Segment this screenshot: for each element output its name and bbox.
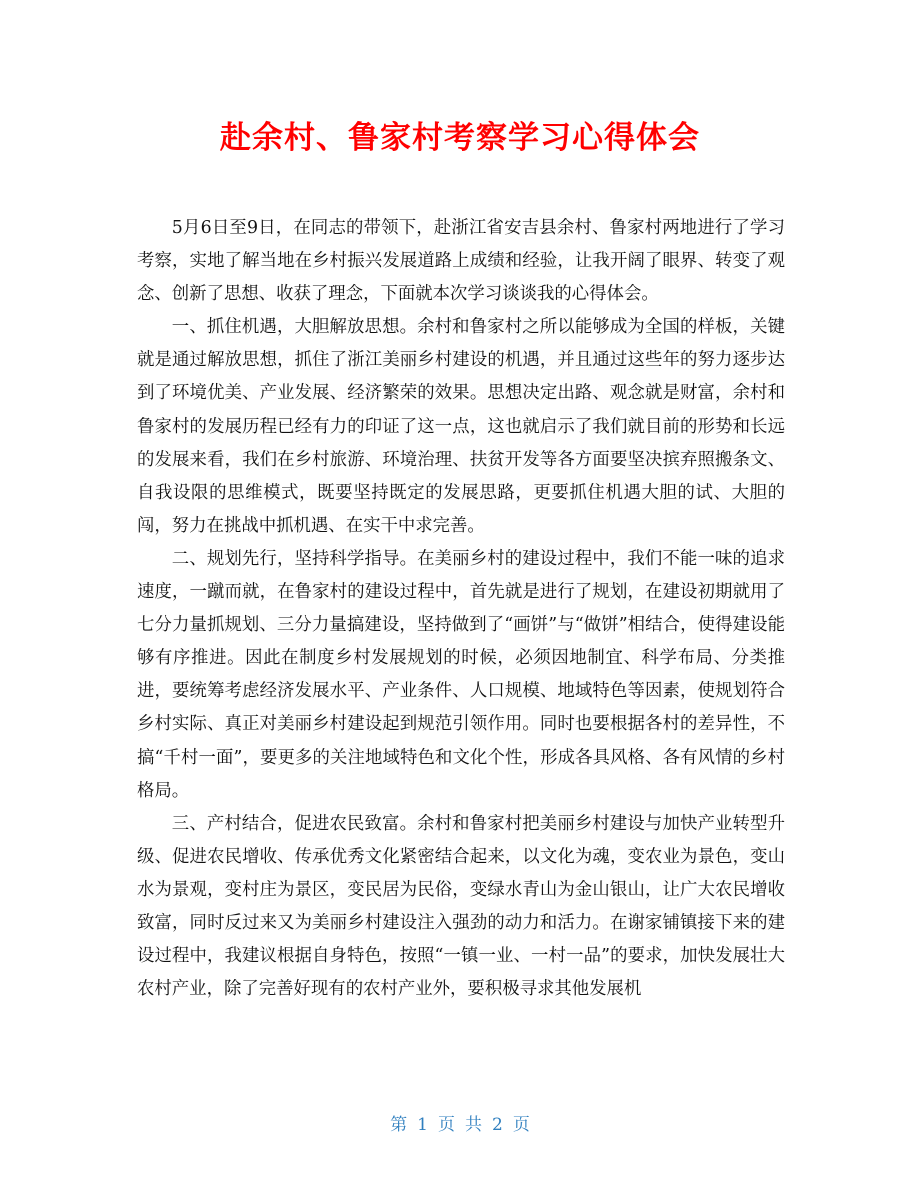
paragraph-section-2: 二、规划先行，坚持科学指导。在美丽乡村的建设过程中，我们不能一味的追求速度，一蹴而就，在鲁家村的建设过程中，首先就是进行了规划，在建设初期就用了七分力量抓规划、三分力量搞建设，坚持做到了“画饼”与“做饼”相结合，使得建设能够有序推进。因此在制度乡村发展规划的时候，必须因地制宜、科学布局、分类推进，要统筹考虑经济发展水平、产业条件、人口规模、地域特色等因素，使规划符合乡村实际、真正对美丽乡村建设起到规范引领作用。同时也要根据各村的差异性，不搞“千村一面”，要更多的关注地域特色和文化个性，形成各具风格、各有风情的乡村格局。 (137, 548, 785, 801)
total-pages-number: 2 (492, 1115, 503, 1135)
document-body (137, 212, 785, 1006)
paragraph-intro: 5月6日至9日，在同志的带领下，赴浙江省安吉县余村、鲁家村两地进行了学习考察，实地了解当地在乡村振兴发展道路上成绩和经验，让我开阔了眼界、转变了观念、创新了思想、收获了理念，下面就本次学习谈谈我的心得体会。 (137, 218, 785, 305)
current-page-number: 1 (417, 1115, 428, 1135)
page-label-unit-2: 页 (512, 1115, 530, 1135)
paragraph-section-3: 三、产村结合，促进农民致富。余村和鲁家村把美丽乡村建设与加快产业转型升级、促进农民增收、传承优秀文化紧密结合起来，以文化为魂，变农业为景色，变山水为景观，变村庄为景区，变民居为民俗，变绿水青山为金山银山，让广大农民增收致富，同时反过来又为美丽乡村建设注入强劲的动力和活力。在谢家铺镇接下来的建设过程中，我建议根据自身特色，按照“一镇一业、一村一品”的要求，加快发展壮大农村产业，除了完善好现有的农村产业外，要积极寻求其他发展机 (137, 813, 785, 1000)
page-footer (0, 1112, 920, 1138)
total-label: 共 (465, 1115, 482, 1135)
paragraph-section-1: 一、抓住机遇，大胆解放思想。余村和鲁家村之所以能够成为全国的样板，关键就是通过解放思想，抓住了浙江美丽乡村建设的机遇，并且通过这些年的努力逐步达到了环境优美、产业发展、经济繁荣的效果。思想决定出路、观念就是财富，余村和鲁家村的发展历程已经有力的印证了这一点，这也就启示了我们就目前的形势和长远的发展来看，我们在乡村旅游、环境治理、扶贫开发等各方面要坚决摈弃照搬条文、自我设限的思维模式，既要坚持既定的发展思路，更要抓住机遇大胆的试、大胆的闯，努力在挑战中抓机遇、在实干中求完善。 (137, 317, 785, 536)
page-label-prefix: 第 (390, 1115, 408, 1135)
page-label-unit: 页 (438, 1115, 455, 1135)
document-title: 赴余村、鲁家村考察学习心得体会 (220, 120, 700, 156)
